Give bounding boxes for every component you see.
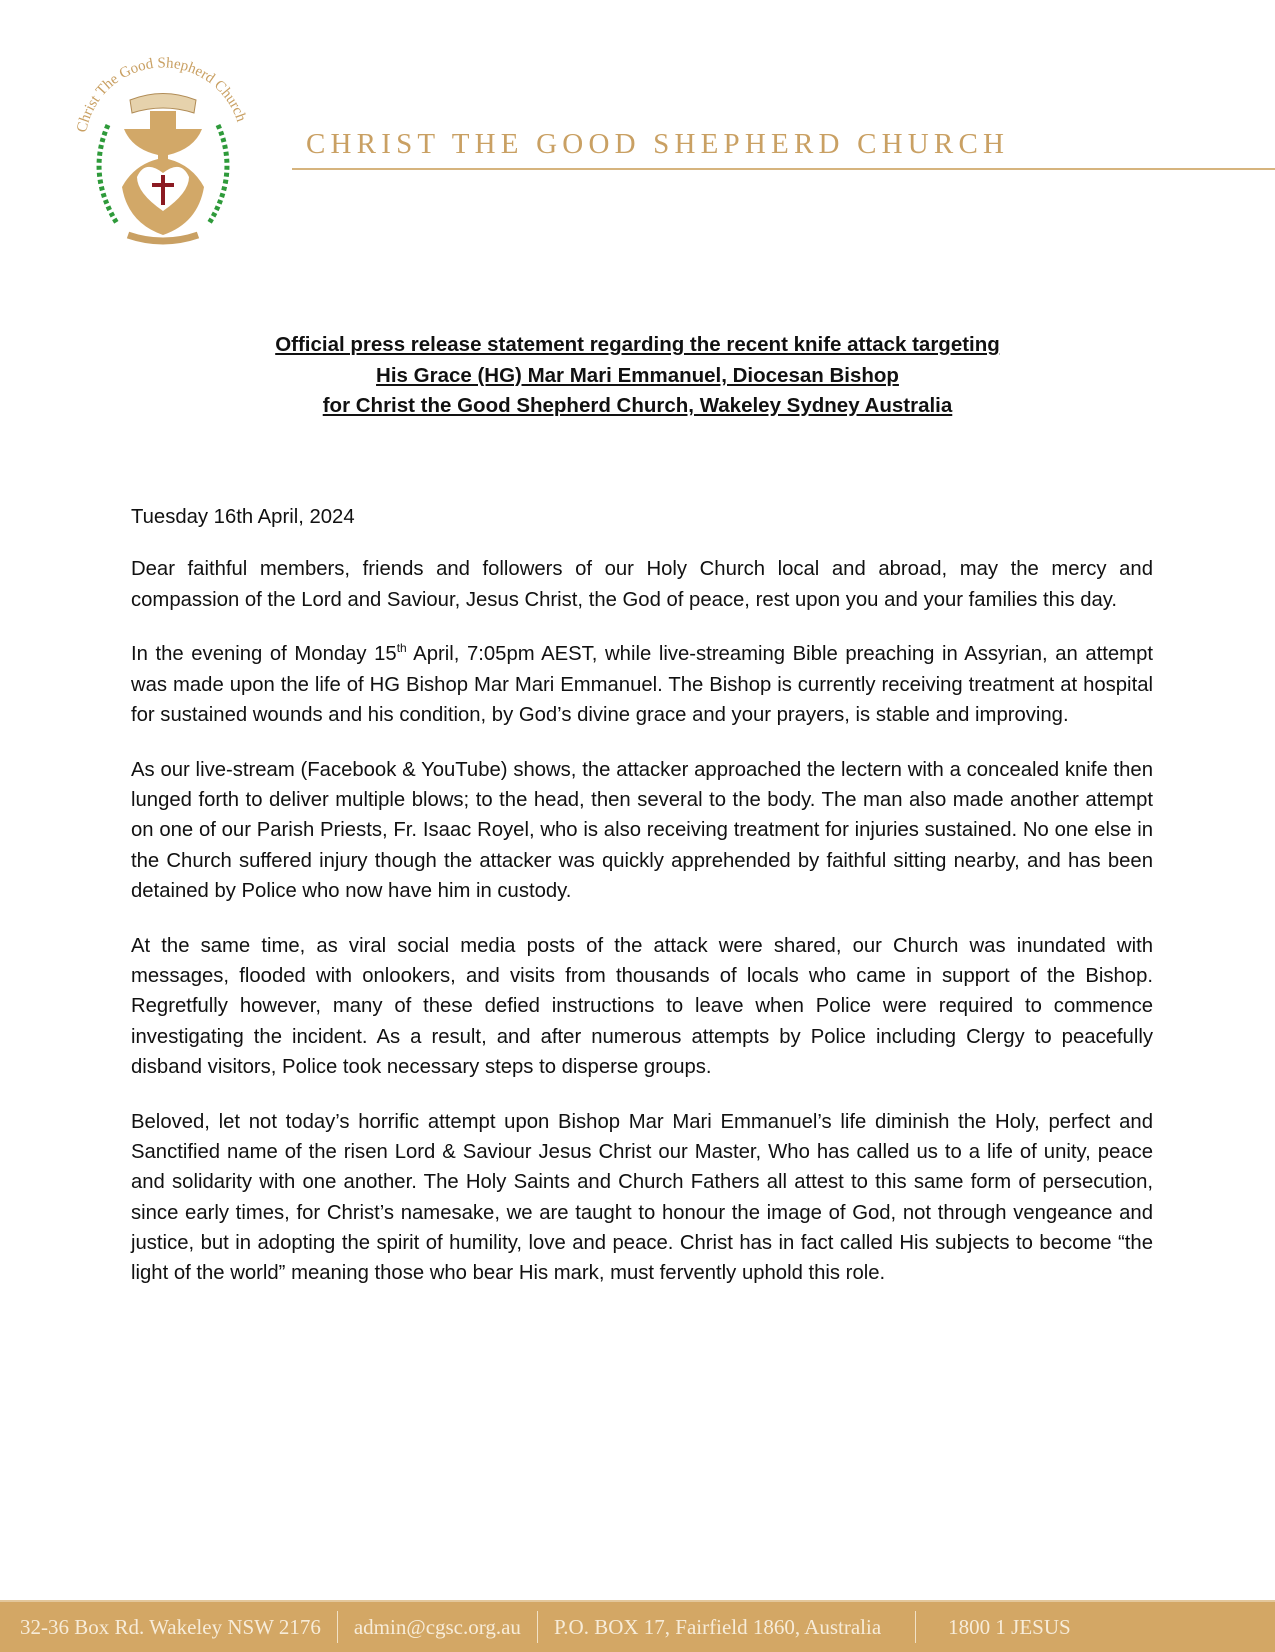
org-name: CHRIST THE GOOD SHEPHERD CHURCH	[306, 128, 1010, 160]
footer-po-box: P.O. BOX 17, Fairfield 1860, Australia	[553, 1614, 882, 1639]
press-release-title	[0, 330, 1275, 422]
title-line: for Christ the Good Shepherd Church, Wakeley Sydney Australia	[322, 394, 953, 417]
footer-address: 32-36 Box Rd. Wakeley NSW 2176	[20, 1614, 321, 1639]
footer-email[interactable]: admin@cgsc.org.au	[353, 1614, 521, 1639]
divider	[915, 1611, 916, 1643]
title-line: Official press release statement regarding the recent knife attack targeting	[275, 333, 1000, 356]
paragraph	[131, 639, 1153, 730]
divider	[537, 1611, 538, 1643]
letter-body	[131, 502, 1153, 1313]
footer-phone: 1800 1 JESUS	[948, 1614, 1071, 1639]
paragraph: At the same time, as viral social media posts of the attack were shared, our Church was inundated with messages, flooded with onlookers, and visits from thousands of locals who came in support of the Bishop. Regretfully however, many of these defied instructions to leave when Police were required to commence investigating the incident. As a result, and after numerous attempts by Police including Clergy to peacefully disband visitors, Police took necessary steps to disperse groups.	[131, 934, 1153, 1078]
paragraph: Dear faithful members, friends and followers of our Holy Church local and abroad, may the mercy and compassion of the Lord and Saviour, Jesus Christ, the God of peace, rest upon you and your families this day.	[131, 558, 1153, 611]
letter-date: Tuesday 16th April, 2024	[131, 506, 355, 528]
paragraph: As our live-stream (Facebook & YouTube) shows, the attacker approached the lectern with a concealed knife then lunged forth to deliver multiple blows; to the head, then several to the body. The man also made another attempt on one of our Parish Priests, Fr. Isaac Royel, who is also receiving treatment for injuries sustained. No one else in the Church suffered injury though the attacker was quickly apprehended by faithful sitting nearby, and has been detained by Police who now have him in custody.	[131, 758, 1153, 902]
footer-contact-bar	[0, 1600, 1275, 1652]
header-divider	[292, 168, 1275, 170]
paragraph-text: In the evening of Monday 15	[131, 643, 397, 666]
svg-text:Christ The Good Shepherd Churc: Christ The Good Shepherd Church	[74, 55, 249, 134]
title-line: His Grace (HG) Mar Mari Emmanuel, Diocesan Bishop	[376, 363, 899, 387]
divider	[337, 1611, 338, 1643]
church-logo	[68, 55, 258, 270]
paragraph-text: April, 7:05pm AEST, while live-streaming Bible preaching in Assyrian, an attempt was made upon the life of HG Bishop Mar Mari Emmanuel. The Bishop is currently receiving treatment at hospital for sustained wounds and his condition, by God’s divine grace and your prayers, is stable and improving.	[131, 643, 1153, 726]
ordinal-suffix: th	[396, 641, 407, 656]
paragraph: Beloved, let not today’s horrific attempt upon Bishop Mar Mari Emmanuel’s life diminish the Holy, perfect and Sanctified name of the risen Lord & Saviour Jesus Christ our Master, Who has called us to a life of unity, peace and solidarity with one another. The Holy Saints and Church Fathers all attest to this same form of persecution, since early times, for Christ’s namesake, we are taught to honour the image of God, not through vengeance and justice, but in adopting the spirit of humility, love and peace. Christ has in fact called His subjects to become “the light of the world” meaning those who bear His mark, must fervently uphold this role.	[131, 1110, 1153, 1285]
